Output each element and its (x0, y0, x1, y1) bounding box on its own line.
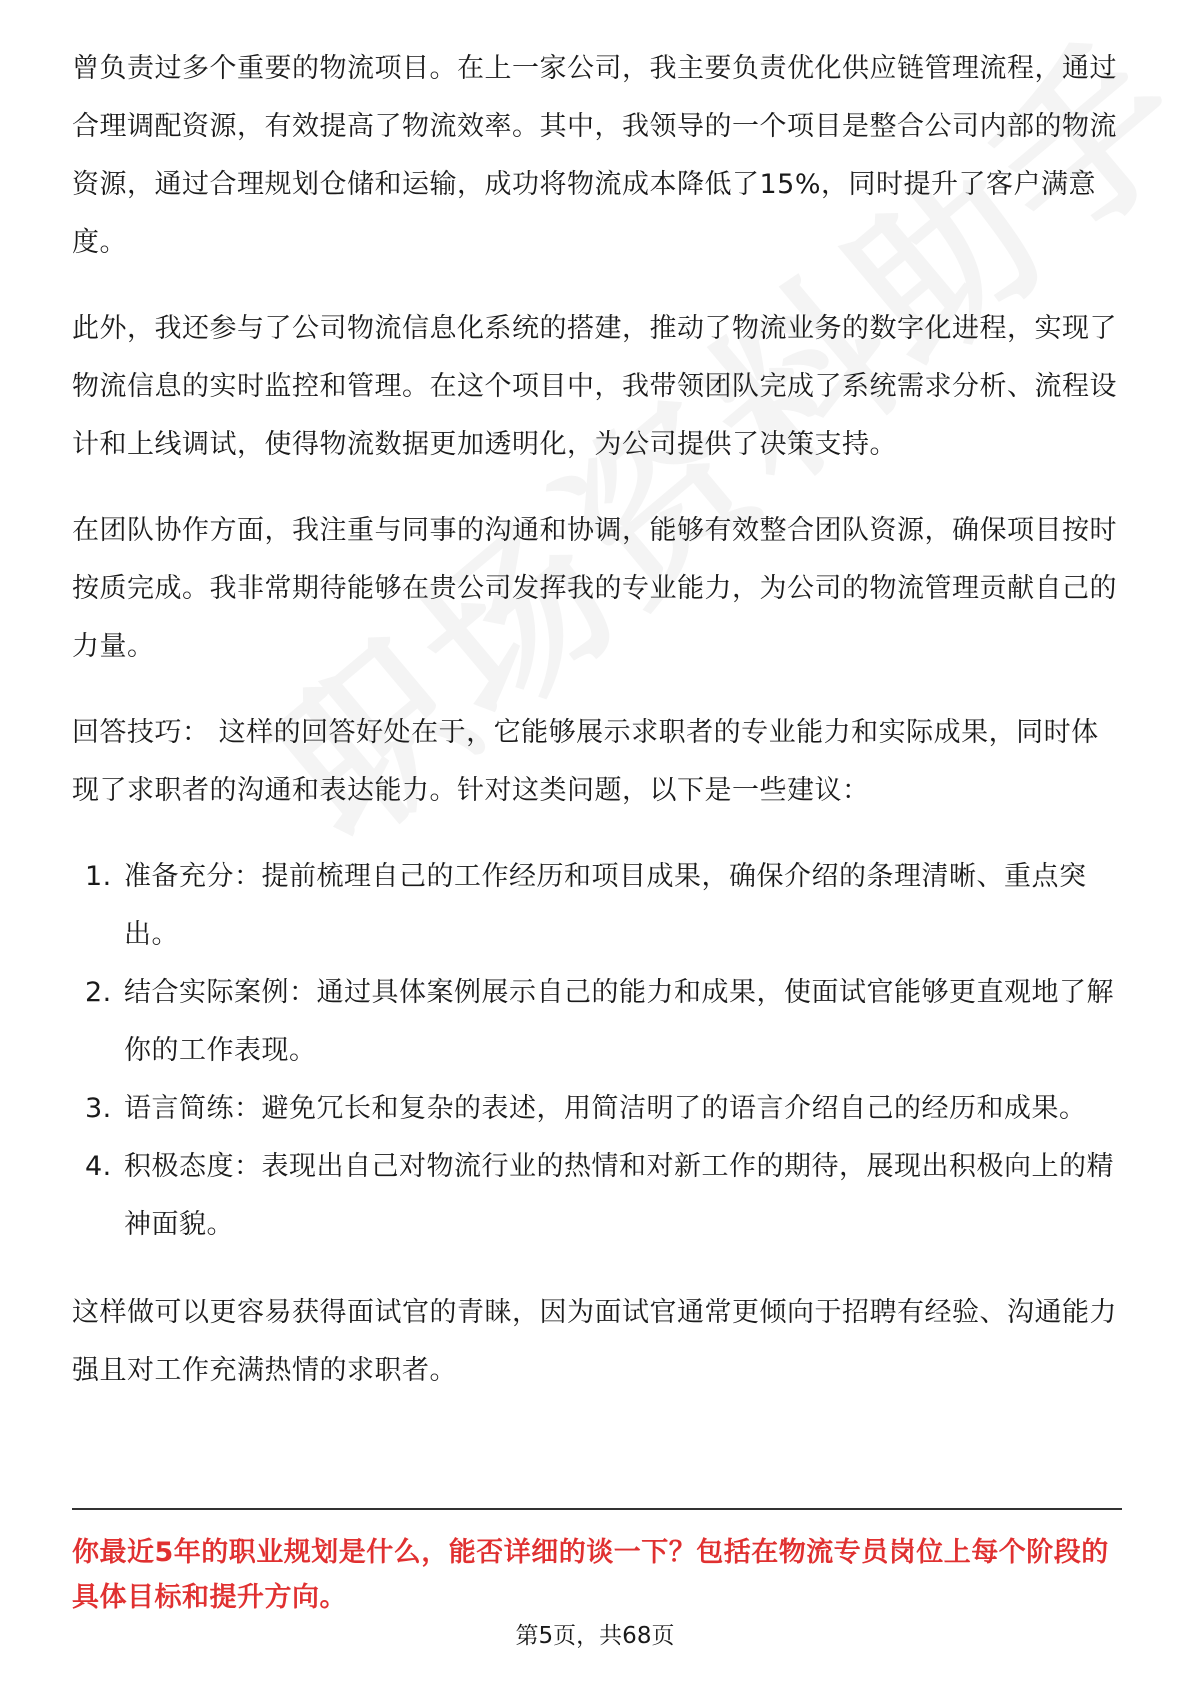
tip-number: 3. (85, 1093, 112, 1124)
tip-item (72, 848, 1122, 964)
tip-number: 2. (85, 977, 112, 1008)
next-question-heading: 你最近5年的职业规划是什么，能否详细的谈一下？包括在物流专员岗位上每个阶段的具体目标和提升方向。 (72, 1537, 1109, 1613)
paragraph-teamwork: 在团队协作方面，我注重与同事的沟通和协调，能够有效整合团队资源，确保项目按时按质完成。我非常期待能够在贵公司发挥我的专业能力，为公司的物流管理贡献自己的力量。 (72, 515, 1117, 662)
tip-item (72, 1080, 1122, 1138)
tip-number: 4. (85, 1151, 112, 1182)
paragraph-experience: 曾负责过多个重要的物流项目。在上一家公司，我主要负责优化供应链管理流程，通过合理调配资源，有效提高了物流效率。其中，我领导的一个项目是整合公司内部的物流资源，通过合理规划仓储和运输，成功将物流成本降低了15%，同时提升了客户满意度。 (72, 53, 1117, 258)
tips-list (72, 848, 1122, 1254)
tip-item (72, 1138, 1122, 1254)
tip-text: 语言简练：避免冗长和复杂的表述，用简洁明了的语言介绍自己的经历和成果。 (124, 1093, 1087, 1124)
tip-text: 积极态度：表现出自己对物流行业的热情和对新工作的期待，展现出积极向上的精神面貌。 (124, 1151, 1114, 1240)
tip-number: 1. (85, 861, 112, 892)
paragraph-informatization: 此外，我还参与了公司物流信息化系统的搭建，推动了物流业务的数字化进程，实现了物流信息的实时监控和管理。在这个项目中，我带领团队完成了系统需求分析、流程设计和上线调试，使得物流数据更加透明化，为公司提供了决策支持。 (72, 313, 1117, 460)
document-body (72, 40, 1122, 1428)
section-divider (72, 1508, 1122, 1510)
tip-text: 准备充分：提前梳理自己的工作经历和项目成果，确保介绍的条理清晰、重点突出。 (124, 861, 1087, 950)
tip-item (72, 964, 1122, 1080)
tip-text: 结合实际案例：通过具体案例展示自己的能力和成果，使面试官能够更直观地了解你的工作表现。 (124, 977, 1114, 1066)
page-footer: 第5页，共68页 (515, 1623, 675, 1649)
paragraph-conclusion: 这样做可以更容易获得面试官的青睐，因为面试官通常更倾向于招聘有经验、沟通能力强且对工作充满热情的求职者。 (72, 1297, 1117, 1386)
paragraph-answer-tips: 回答技巧： 这样的回答好处在于，它能够展示求职者的专业能力和实际成果，同时体现了求职者的沟通和表达能力。针对这类问题，以下是一些建议： (72, 717, 1099, 806)
